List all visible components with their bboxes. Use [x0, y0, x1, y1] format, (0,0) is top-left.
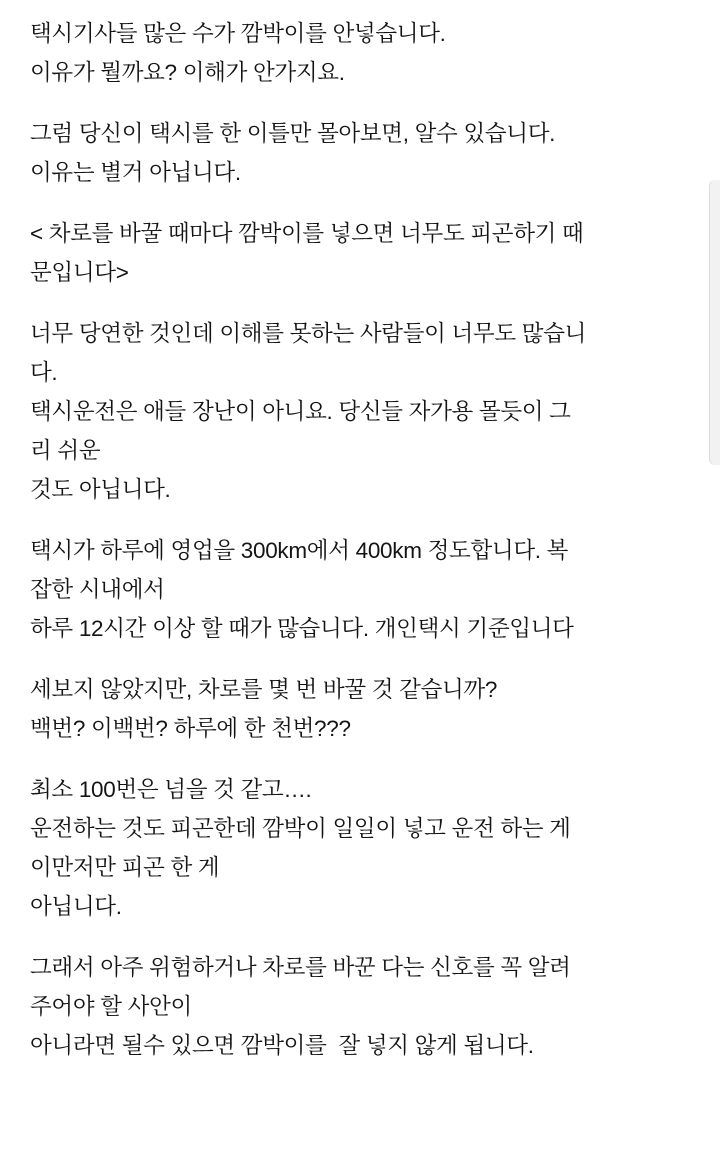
text-line: < 차로를 바꿀 때마다 깜박이를 넣으면 너무도 피곤하기 때	[30, 221, 584, 246]
paragraph	[30, 948, 690, 1065]
paragraph	[30, 114, 690, 192]
text-line: 세보지 않았지만, 차로를 몇 번 바꿀 것 같습니까?	[30, 677, 498, 702]
text-line: 아닙니다.	[30, 894, 122, 919]
text-line: 택시운전은 애들 장난이 아니요. 당신들 자가용 몰듯이 그	[30, 399, 571, 424]
text-line: 택시가 하루에 영업을 300km에서 400km 정도합니다. 복	[30, 538, 569, 563]
text-line: 그럼 당신이 택시를 한 이틀만 몰아보면, 알수 있습니다.	[30, 121, 556, 146]
text-line: 그래서 아주 위험하거나 차로를 바꾼 다는 신호를 꼭 알려	[30, 955, 571, 980]
text-line: 최소 100번은 넘을 것 같고….	[30, 777, 312, 802]
paragraph	[30, 14, 690, 92]
text-line: 아니라면 될수 있으면 깜박이를 잘 넣지 않게 됩니다.	[30, 1033, 534, 1058]
text-line: 이유는 별거 아닙니다.	[30, 160, 241, 185]
text-line: 너무 당연한 것인데 이해를 못하는 사람들이 너무도 많습니	[30, 321, 587, 346]
text-line: 운전하는 것도 피곤한데 깜박이 일일이 넣고 운전 하는 게	[30, 816, 571, 841]
text-line: 잡한 시내에서	[30, 577, 165, 602]
paragraph	[30, 770, 690, 926]
text-line: 하루 12시간 이상 할 때가 많습니다. 개인택시 기준입니다	[30, 616, 574, 641]
paragraph	[30, 670, 690, 748]
text-line: 이만저만 피곤 한 게	[30, 855, 220, 880]
text-line: 택시기사들 많은 수가 깜박이를 안넣습니다.	[30, 21, 446, 46]
text-line: 리 쉬운	[30, 438, 101, 463]
text-line: 다.	[30, 360, 58, 385]
paragraph	[30, 531, 690, 648]
paragraph	[30, 314, 690, 509]
text-line: 것도 아닙니다.	[30, 477, 171, 502]
text-line: 이유가 뭘까요? 이해가 안가지요.	[30, 60, 345, 85]
paragraph	[30, 214, 690, 292]
text-line: 주어야 할 사안이	[30, 994, 192, 1019]
scroll-strip[interactable]	[709, 180, 720, 465]
text-line: 문입니다>	[30, 260, 129, 285]
text-line: 백번? 이백번? 하루에 한 천번???	[30, 716, 351, 741]
